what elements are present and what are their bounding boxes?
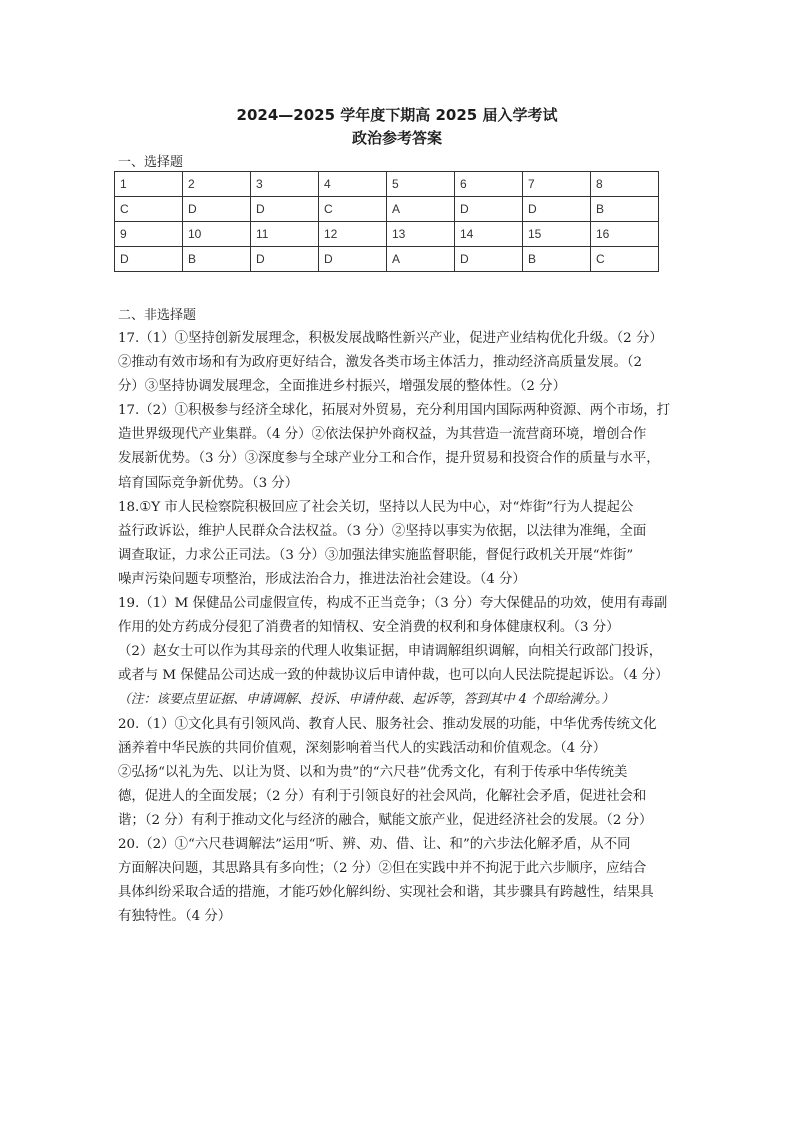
answer-line: 谐；（2 分）有利于推动文化与经济的融合，赋能文旅产业，促进经济社会的发展。（2 分） <box>118 812 653 828</box>
table-cell: B <box>591 197 659 222</box>
table-cell: 9 <box>115 222 183 247</box>
answer-line: 发展新优势。（3 分）③深度参与全球产业分工和合作，提升贸易和投资合作的质量与水平， <box>118 451 660 467</box>
table-cell: C <box>319 197 387 222</box>
table-cell: D <box>455 247 523 272</box>
table-cell: D <box>115 247 183 272</box>
table-cell: 8 <box>591 172 659 197</box>
table-cell: 1 <box>115 172 183 197</box>
table-cell: 7 <box>523 172 591 197</box>
answer-line: 调查取证，力求公正司法。（3 分）③加强法律实施监督职能，督促行政机关开展“炸街” <box>118 547 634 563</box>
answer-line: 有独特性。（4 分） <box>118 909 232 925</box>
answer-line: 涵养着中华民族的共同价值观，深刻影响着当代人的实践活动和价值观念。（4 分） <box>118 740 607 756</box>
table-cell: 16 <box>591 222 659 247</box>
table-cell: 6 <box>455 172 523 197</box>
table-cell: 11 <box>251 222 319 247</box>
answer-table <box>114 171 659 272</box>
table-cell: D <box>455 197 523 222</box>
table-cell: 5 <box>387 172 455 197</box>
table-cell: 10 <box>183 222 251 247</box>
section-heading-choice: 一、选择题 <box>118 155 184 170</box>
answer-body <box>118 327 678 929</box>
answer-line: 益行政诉讼，维护人民群众合法权益。（3 分）②坚持以事实为依据，以法律为准绳，全面 <box>118 523 647 539</box>
page-title: 2024—2025 学年度下期高 2025 届入学考试 <box>236 106 558 124</box>
table-row <box>115 172 659 197</box>
answer-line: ②弘扬“以礼为先、以让为贤、以和为贵”的“六尺巷”优秀文化，有利于传承中华传统美 <box>118 764 628 780</box>
table-cell: 15 <box>523 222 591 247</box>
table-cell: A <box>387 247 455 272</box>
answer-line: 17.（2）①积极参与经济全球化，拓展对外贸易，充分利用国内国际两种资源、两个市场，打 <box>118 403 671 419</box>
answer-line: 20.（2）①“六尺巷调解法”运用“听、辨、劝、借、让、和”的六步法化解矛盾，从不同 <box>118 836 631 852</box>
table-cell: 3 <box>251 172 319 197</box>
answer-line: 20.（1）①文化具有引领风尚、教育人民、服务社会、推动发展的功能，中华优秀传统文化 <box>118 716 657 732</box>
answer-line: 分）③坚持协调发展理念，全面推进乡村振兴，增强发展的整体性。（2 分） <box>118 379 566 395</box>
answer-line: 作用的处方药成分侵犯了消费者的知情权、安全消费的权利和身体健康权利。（3 分） <box>118 620 620 636</box>
answer-line: 德，促进人的全面发展；（2 分）有利于引领良好的社会风尚，化解社会矛盾，促进社会和 <box>118 788 647 804</box>
table-cell: D <box>251 197 319 222</box>
answer-line: 培育国际竞争新优势。（3 分） <box>118 475 299 491</box>
table-row <box>115 222 659 247</box>
table-cell: 4 <box>319 172 387 197</box>
answer-line: 19.（1）M 保健品公司虚假宣传，构成不正当竞争；（3 分）夸大保健品的功效，使用有毒副 <box>118 596 668 612</box>
table-cell: C <box>115 197 183 222</box>
table-cell: 2 <box>183 172 251 197</box>
answer-line: （2）赵女士可以作为其母亲的代理人收集证据，申请调解组织调解，向相关行政部门投诉， <box>118 644 663 660</box>
answer-line: 18.①Y 市人民检察院积极回应了社会关切，坚持以人民为中心，对“炸街”行为人提起公 <box>118 499 634 515</box>
table-cell: D <box>251 247 319 272</box>
table-cell: 14 <box>455 222 523 247</box>
section-heading-nonchoice: 二、非选择题 <box>118 308 197 323</box>
table-cell: D <box>523 197 591 222</box>
table-row <box>115 197 659 222</box>
answer-note: （注：该要点里证据、申请调解、投诉、申请仲裁、起诉等，答到其中 4 个即给满分。） <box>118 692 615 708</box>
answer-line: 17.（1）①坚持创新发展理念，积极发展战略性新兴产业，促进产业结构优化升级。（2 分） <box>118 331 663 346</box>
answer-line: 具体纠纷采取合适的措施，才能巧妙化解纠纷、实现社会和谐，其步骤具有跨越性，结果具 <box>118 885 654 901</box>
answer-line: 噪声污染问题专项整治，形成法治合力，推进法治社会建设。（4 分） <box>118 571 526 587</box>
answer-line: ②推动有效市场和有为政府更好结合，激发各类市场主体活力，推动经济高质量发展。（2 <box>118 355 643 371</box>
table-cell: D <box>319 247 387 272</box>
answer-line: 方面解决问题，其思路具有多向性；（2 分）②但在实践中并不拘泥于此六步顺序，应结合 <box>118 861 647 877</box>
answer-line: 或者与 M 保健品公司达成一致的仲裁协议后申请仲裁，也可以向人民法院提起诉讼。（4 分） <box>118 668 669 684</box>
table-cell: D <box>183 197 251 222</box>
page-subtitle: 政治参考答案 <box>351 129 442 147</box>
table-cell: 12 <box>319 222 387 247</box>
answer-line: 造世界级现代产业集群。（4 分）②依法保护外商权益，为其营造一流营商环境，增创合作 <box>118 427 647 443</box>
table-cell: A <box>387 197 455 222</box>
table-cell: B <box>183 247 251 272</box>
table-cell: B <box>523 247 591 272</box>
table-cell: 13 <box>387 222 455 247</box>
table-row <box>115 247 659 272</box>
table-cell: C <box>591 247 659 272</box>
